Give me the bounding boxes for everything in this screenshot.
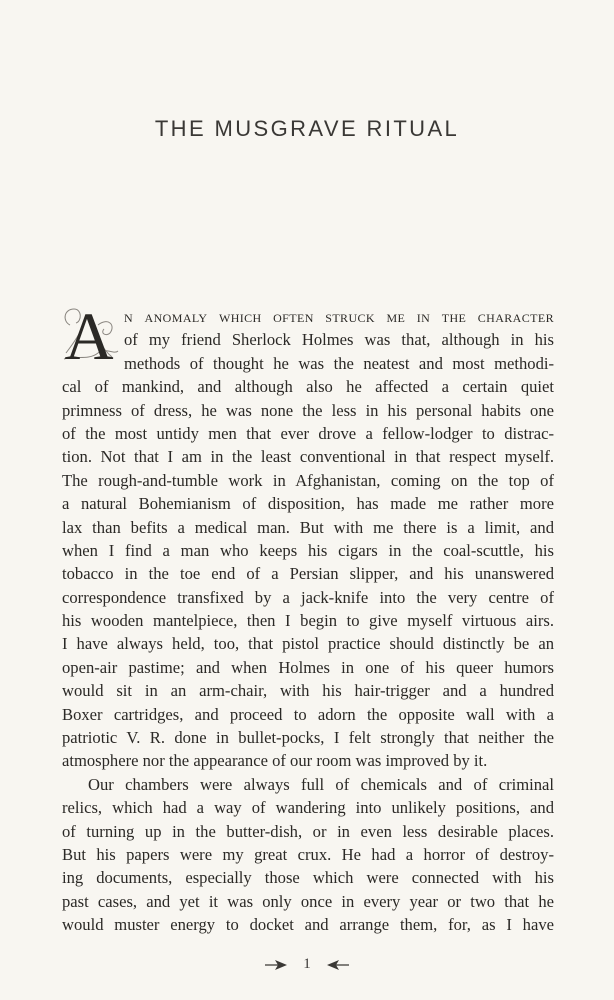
text-line: when I find a man who keeps his cigars in the coal-scuttle, his (62, 540, 554, 560)
text-line: lax than befits a medical man. But with me there is a limit, and (62, 517, 554, 537)
text-line: methods of thought he was the neatest and most methodi- (124, 353, 554, 373)
text-line: Our chambers were always full of chemicals and of criminal (88, 774, 554, 794)
text-line: atmosphere nor the appearance of our room was improved by it. (62, 751, 488, 771)
text-line: would muster energy to docket and arrange them, for, as I have (62, 915, 554, 935)
page-number: 1 (303, 956, 311, 972)
page-footer (0, 956, 614, 973)
text-line: primness of dress, he was none the less in his personal habits one (62, 400, 554, 420)
text-line: I have always held, too, that pistol practice should distinctly be an (62, 634, 554, 654)
text-line: But his papers were my great crux. He had a horror of destroy- (62, 844, 554, 864)
text-line: correspondence transfixed by a jack-knife into the very centre of (62, 587, 554, 607)
text-line: tobacco in the toe end of a Persian slipper, and his unanswered (62, 564, 554, 584)
text-line: patriotic V. R. done in bullet-pocks, I felt strongly that neither the (62, 728, 554, 748)
text-line: ing documents, especially those which were connected with his (62, 868, 554, 888)
text-line: of turning up in the butter-dish, or in even less desirable places. (62, 821, 554, 841)
fleuron-arrow-icon (263, 959, 289, 971)
text-line: n anomaly which often struck me in the character (124, 307, 554, 326)
text-line: would sit in an arm-chair, with his hair-trigger and a hundred (62, 681, 554, 701)
text-line: of my friend Sherlock Holmes was that, although in his (124, 330, 554, 350)
chapter-body (62, 298, 554, 937)
drop-cap-letter: A (64, 298, 114, 367)
text-line: Boxer cartridges, and proceed to adorn the opposite wall with a (62, 704, 554, 724)
text-line: of the most untidy men that ever drove a fellow-lodger to distrac- (62, 423, 554, 443)
text-line: a natural Bohemianism of disposition, has made me rather more (62, 494, 554, 514)
text-line: open-air pastime; and when Holmes in one of his queer humors (62, 657, 554, 677)
text-line: tion. Not that I am in the least conventional in that respect myself. (62, 447, 554, 467)
chapter-title: THE MUSGRAVE RITUAL (154, 116, 460, 141)
text-line: past cases, and yet it was only once in every year or two that he (62, 891, 554, 911)
fleuron-arrow-icon (325, 959, 351, 971)
text-line: The rough-and-tumble work in Afghanistan, coming on the top of (62, 470, 554, 490)
text-line: relics, which had a way of wandering into unlikely positions, and (62, 798, 554, 818)
ornate-initial-icon (58, 295, 120, 367)
text-line: his wooden mantelpiece, then I begin to give myself virtuous airs. (62, 611, 554, 631)
text-line: cal of mankind, and although also he affected a certain quiet (62, 377, 554, 397)
